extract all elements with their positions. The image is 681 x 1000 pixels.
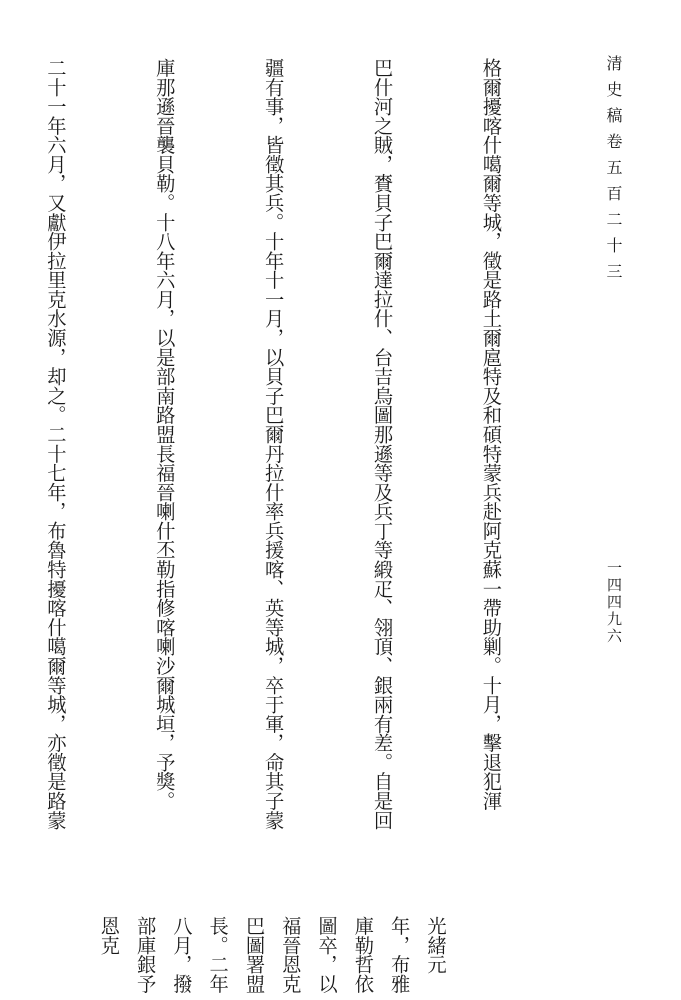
running-title: 清史稿卷五百二十三 [604,55,623,289]
final-column: 光緒元年，布雅庫勒哲依圖卒，以福晉恩克巴圖署盟長。二年八月，撥部庫銀予恩克 [97,916,447,994]
text-column: 二十一年六月，又獻伊拉里克水源，却之。二十七年，布魯特擾喀什噶爾等城，亦徵是路蒙 [43,58,67,830]
text-column: 格爾擾喀什噶爾等城，徵是路土爾扈特及和碩特蒙兵赴阿克蘇一帶助剿。十月，擊退犯渾 [479,58,503,811]
text-column: 庫那遜晉襲貝勒。十八年六月，以是部南路盟長福晉喇什丕勒指修喀喇沙爾城垣，予獎。 [152,58,176,811]
text-body [43,58,581,858]
text-column: 巴什河之賊，賚貝子巴爾達拉什、台吉烏圖那遜等及兵丁等緞疋、翎頂、銀兩有差。自是回 [370,58,394,830]
page-number: 一四四九六 [605,560,623,645]
text-column: 疆有事，皆徵其兵。十年十一月，以貝子巴爾丹拉什率兵援喀、英等城，卒于軍，命其子蒙 [261,58,285,830]
